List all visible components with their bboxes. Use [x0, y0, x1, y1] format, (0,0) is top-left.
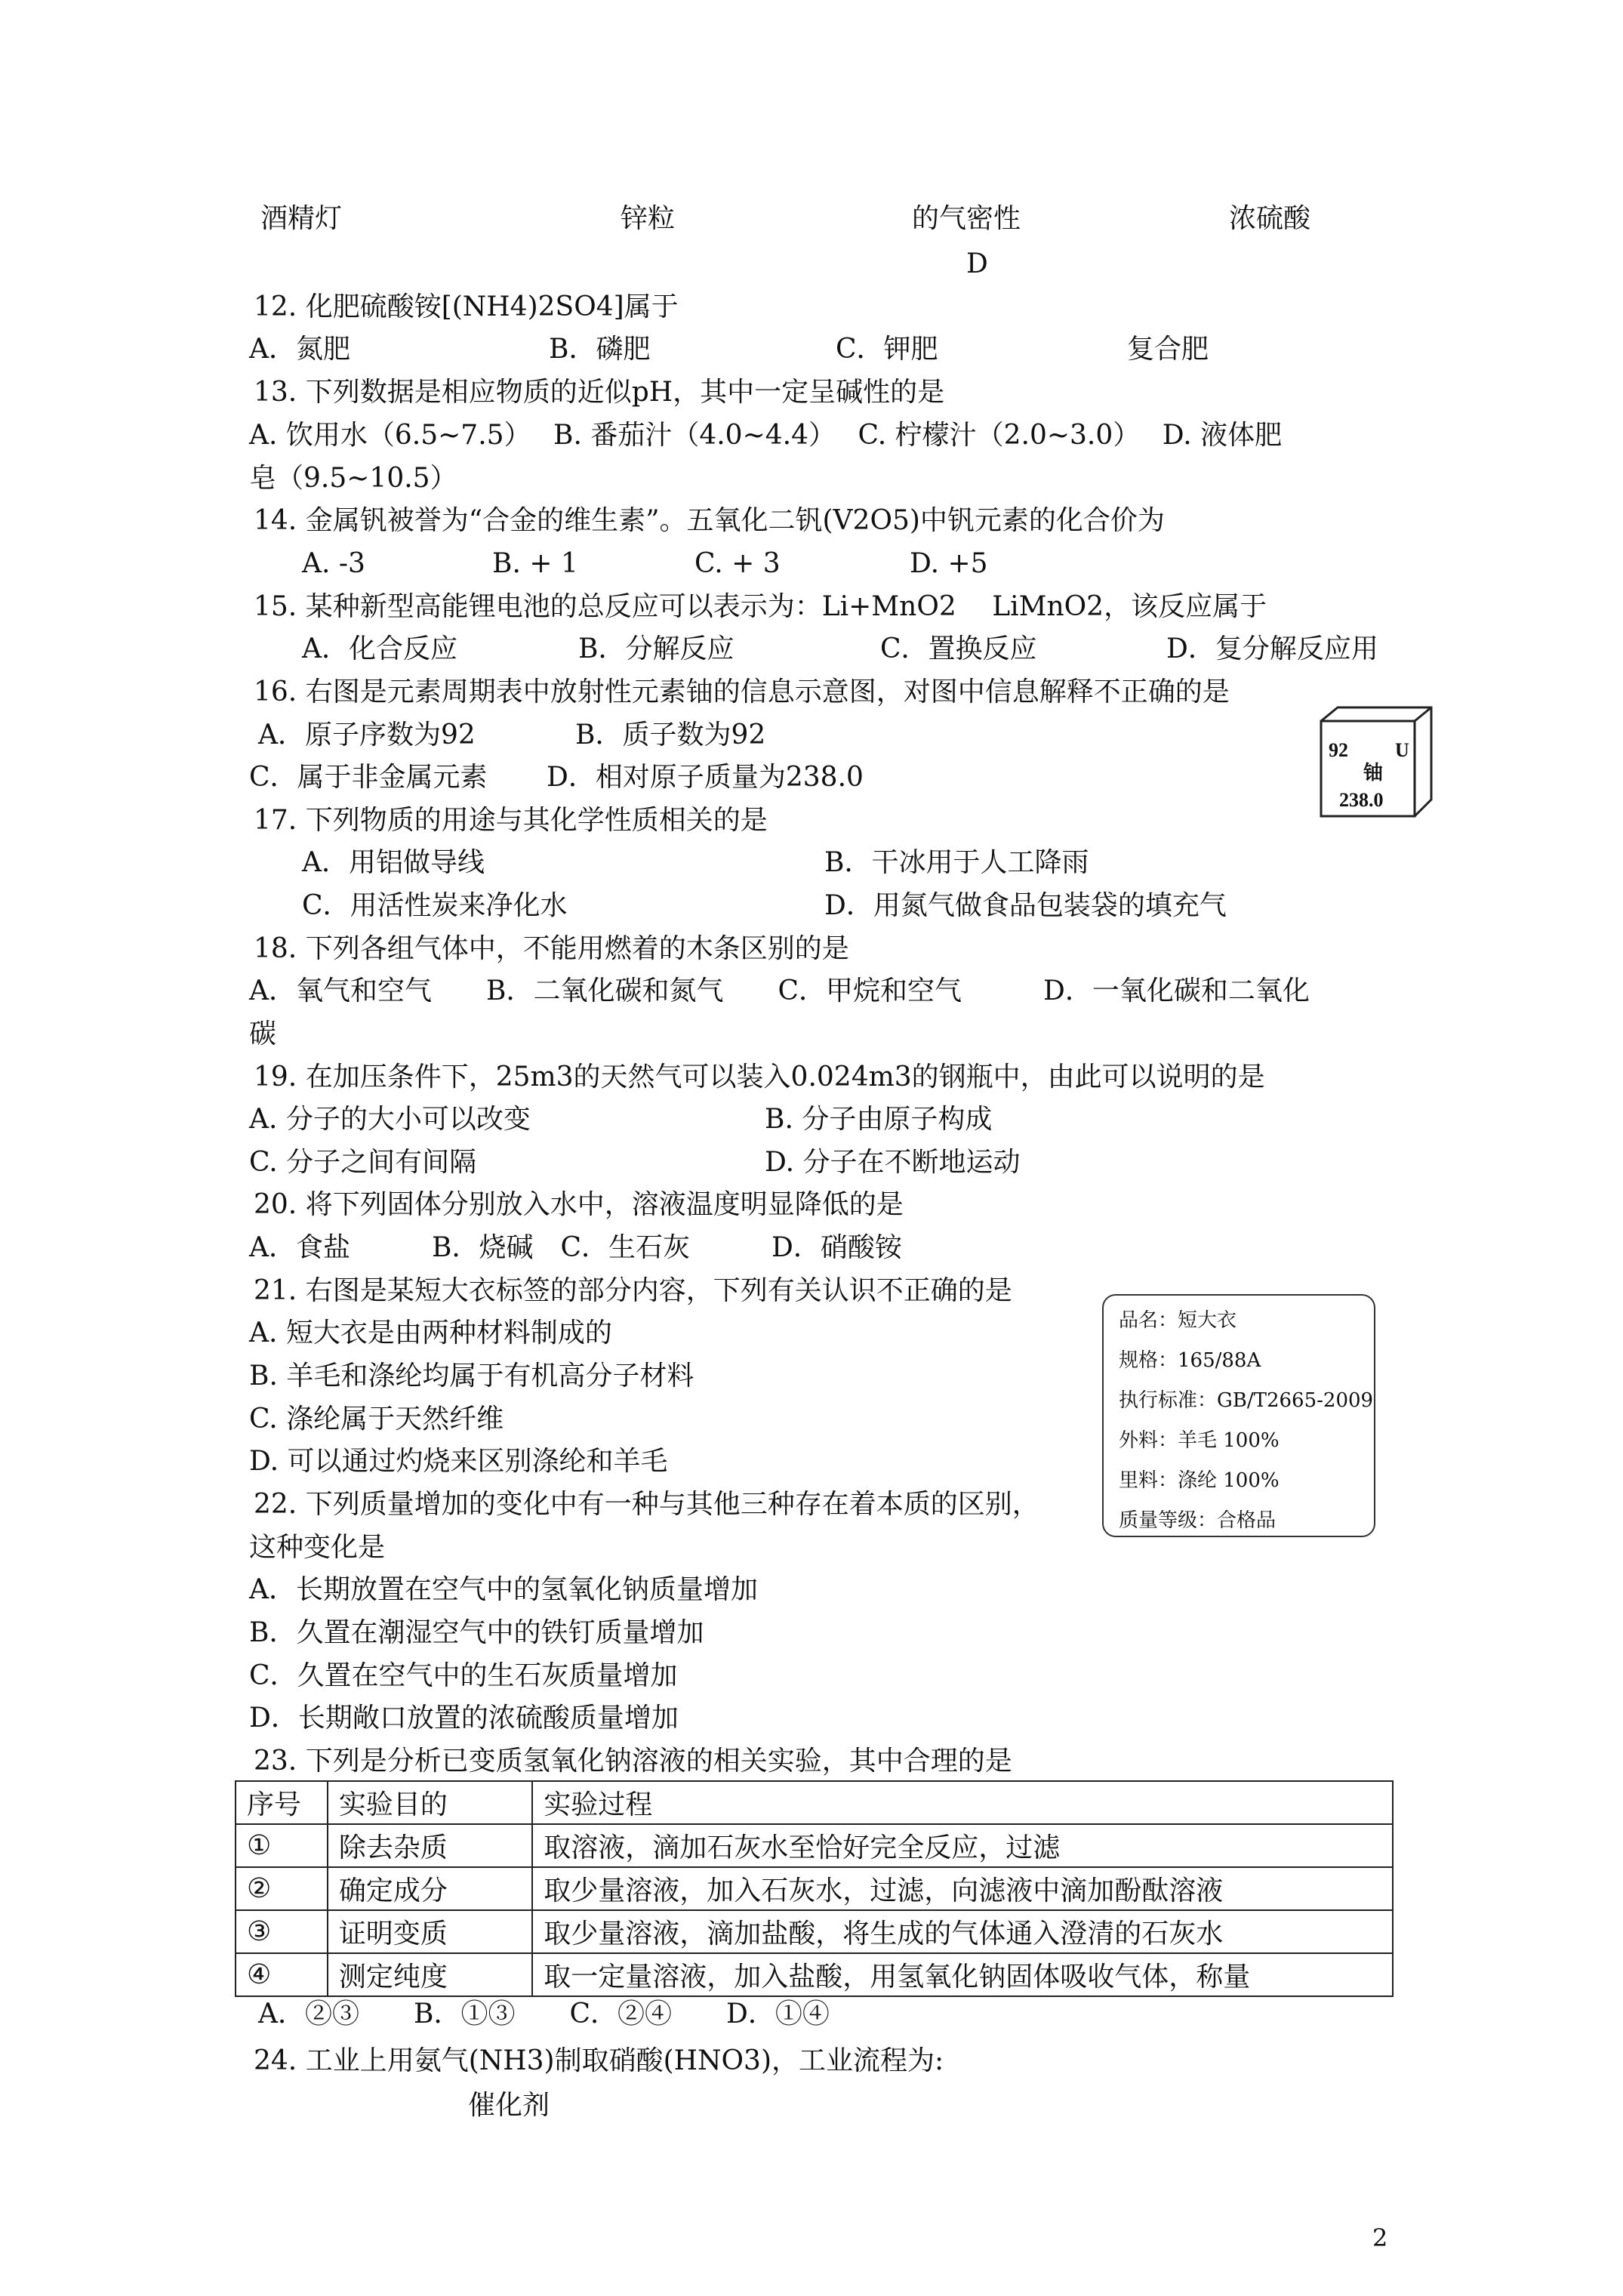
- q17-option-b: B．干冰用于人工降雨: [824, 847, 1089, 878]
- clothing-label-line: 外料：羊毛 100%: [1119, 1429, 1280, 1452]
- table-cell: 取一定量溶液，加入盐酸，用氢氧化钠固体吸收气体，称量: [532, 1953, 1393, 1996]
- q21-option-c: C. 涤纶属于天然纤维: [249, 1404, 504, 1435]
- clothing-label-line: 质量等级：合格品: [1119, 1509, 1277, 1532]
- q15-option-d: D．复分解反应用: [1166, 633, 1378, 664]
- q14-option-d: D. +5: [910, 548, 988, 579]
- table-header-row: [236, 1781, 1393, 1824]
- q17-option-d: D．用氮气做食品包装袋的填充气: [824, 890, 1227, 921]
- table-cell: 确定成分: [328, 1867, 532, 1910]
- q21-option-a: A. 短大衣是由两种材料制成的: [249, 1318, 612, 1348]
- table-cell: ④: [236, 1953, 328, 1996]
- q21-option-d: D. 可以通过灼烧来区别涤纶和羊毛: [249, 1446, 668, 1477]
- table-cell: 取少量溶液，滴加盐酸，将生成的气体通入澄清的石灰水: [532, 1910, 1393, 1953]
- q16-option-b: B．质子数为92: [575, 720, 766, 750]
- q22-option-b: B．久置在潮湿空气中的铁钉质量增加: [249, 1617, 704, 1648]
- table-header-cell: 序号: [236, 1781, 328, 1824]
- q13-options-line1: A. 饮用水（6.5~7.5） B. 番茄汁（4.0~4.4） C. 柠檬汁（2.0~3.0） D. 液体肥: [249, 420, 1283, 451]
- table-header-cell: 实验过程: [532, 1781, 1393, 1824]
- q16-option-c: C．属于非金属元素: [249, 762, 488, 793]
- page-number: 2: [1372, 2224, 1388, 2252]
- element-mass: 238.0: [1339, 789, 1384, 811]
- q19-option-c: C. 分子之间有间隔: [249, 1147, 477, 1178]
- q12-option-a: A．氮肥: [249, 334, 350, 365]
- q24-stem: 24. 工业上用氨气(NH3)制取硝酸(HNO3)，工业流程为:: [254, 2045, 944, 2076]
- q14-option-b: B. + 1: [492, 548, 578, 579]
- q15-option-a: A．化合反应: [302, 633, 457, 664]
- clothing-label-line: 品名：短大衣: [1119, 1309, 1237, 1332]
- table-row: [236, 1867, 1393, 1910]
- q18-options-line2: 碳: [249, 1019, 277, 1049]
- q21-stem: 21. 右图是某短大衣标签的部分内容，下列有关认识不正确的是: [254, 1275, 1012, 1306]
- q24-catalyst-label: 催化剂: [468, 2090, 550, 2121]
- top-item-2: 锌粒: [621, 203, 676, 234]
- table-row: [236, 1824, 1393, 1867]
- top-option-d: D: [966, 248, 988, 279]
- q17-option-c: C．用活性炭来净化水: [302, 890, 568, 921]
- q19-stem: 19. 在加压条件下，25m3的天然气可以装入0.024m3的钢瓶中，由此可以说明的是: [254, 1062, 1265, 1093]
- top-item-1: 酒精灯: [260, 203, 343, 234]
- experiment-table: [235, 1780, 1394, 1997]
- table-row: [236, 1910, 1393, 1953]
- table-cell: 证明变质: [328, 1910, 532, 1953]
- q15-option-b: B．分解反应: [578, 633, 735, 664]
- q20-options: A．食盐 B．烧碱 C．生石灰 D．硝酸铵: [249, 1232, 902, 1263]
- element-card: [1320, 706, 1434, 819]
- q13-options-line2: 皂（9.5~10.5）: [249, 463, 457, 494]
- q15-option-c: C．置换反应: [880, 633, 1037, 664]
- q12-option-d: 复合肥: [1127, 334, 1209, 365]
- clothing-label-line: 里料：涤纶 100%: [1119, 1469, 1280, 1492]
- q12-option-b: B．磷肥: [549, 334, 651, 365]
- q22-option-d: D．长期敞口放置的浓硫酸质量增加: [249, 1703, 679, 1734]
- q19-option-b: B. 分子由原子构成: [765, 1104, 993, 1135]
- q15-stem: 15. 某种新型高能锂电池的总反应可以表示为：Li+MnO2 LiMnO2，该反应属于: [254, 591, 1267, 622]
- q17-stem: 17. 下列物质的用途与其化学性质相关的是: [254, 805, 768, 836]
- q14-stem: 14. 金属钒被誉为“合金的维生素”。五氧化二钒(V2O5)中钒元素的化合价为: [254, 505, 1165, 536]
- q17-option-a: A．用铝做导线: [302, 847, 485, 878]
- top-item-3: 的气密性: [912, 203, 1021, 234]
- q19-option-d: D. 分子在不断地运动: [765, 1147, 1021, 1178]
- q20-stem: 20. 将下列固体分别放入水中，溶液温度明显降低的是: [254, 1189, 904, 1220]
- element-name: 铀: [1363, 762, 1384, 784]
- q22-option-a: A．长期放置在空气中的氢氧化钠质量增加: [249, 1574, 758, 1605]
- q12-stem: 12. 化肥硫酸铵[(NH4)2SO4]属于: [254, 291, 679, 322]
- q22-option-c: C．久置在空气中的生石灰质量增加: [249, 1660, 678, 1691]
- q21-option-b: B. 羊毛和涤纶均属于有机高分子材料: [249, 1361, 694, 1391]
- table-cell: ②: [236, 1867, 328, 1910]
- q14-option-c: C. + 3: [694, 548, 781, 579]
- q16-option-a: A．原子序数为92: [258, 720, 476, 750]
- table-cell: 除去杂质: [328, 1824, 532, 1867]
- table-row: [236, 1953, 1393, 1996]
- q18-options-line1: A．氧气和空气 B．二氧化碳和氮气 C．甲烷和空气 D．一氧化碳和二氧化: [249, 975, 1310, 1006]
- table-cell: ③: [236, 1910, 328, 1953]
- q22-stem: 22. 下列质量增加的变化中有一种与其他三种存在着本质的区别，: [254, 1489, 1039, 1520]
- element-symbol: U: [1395, 739, 1409, 761]
- clothing-label-line: 规格：165/88A: [1119, 1349, 1261, 1372]
- table-cell: 测定纯度: [328, 1953, 532, 1996]
- q12-option-c: C．钾肥: [836, 334, 938, 365]
- clothing-label-card: [1102, 1294, 1375, 1537]
- q13-stem: 13. 下列数据是相应物质的近似pH，其中一定呈碱性的是: [254, 377, 945, 408]
- q23-stem: 23. 下列是分析已变质氢氧化钠溶液的相关实验，其中合理的是: [254, 1746, 1012, 1777]
- table-cell: 取溶液，滴加石灰水至恰好完全反应，过滤: [532, 1824, 1393, 1867]
- table-header-cell: 实验目的: [328, 1781, 532, 1824]
- table-cell: ①: [236, 1824, 328, 1867]
- q18-stem: 18. 下列各组气体中，不能用燃着的木条区别的是: [254, 933, 849, 964]
- clothing-label-line: 执行标准：GB/T2665-2009: [1119, 1389, 1374, 1412]
- q19-option-a: A. 分子的大小可以改变: [249, 1104, 531, 1135]
- q23-options: A．②③ B．①③ C．②④ D．①④: [258, 1999, 830, 2029]
- q16-stem: 16. 右图是元素周期表中放射性元素铀的信息示意图，对图中信息解释不正确的是: [254, 676, 1230, 707]
- q22-stem-continued: 这种变化是: [249, 1532, 386, 1563]
- q16-option-d: D．相对原子质量为238.0: [547, 762, 864, 793]
- table-cell: 取少量溶液，加入石灰水，过滤，向滤液中滴加酚酞溶液: [532, 1867, 1393, 1910]
- element-number: 92: [1329, 739, 1348, 761]
- q14-option-a: A. -3: [302, 548, 365, 579]
- top-item-4: 浓硫酸: [1229, 203, 1311, 234]
